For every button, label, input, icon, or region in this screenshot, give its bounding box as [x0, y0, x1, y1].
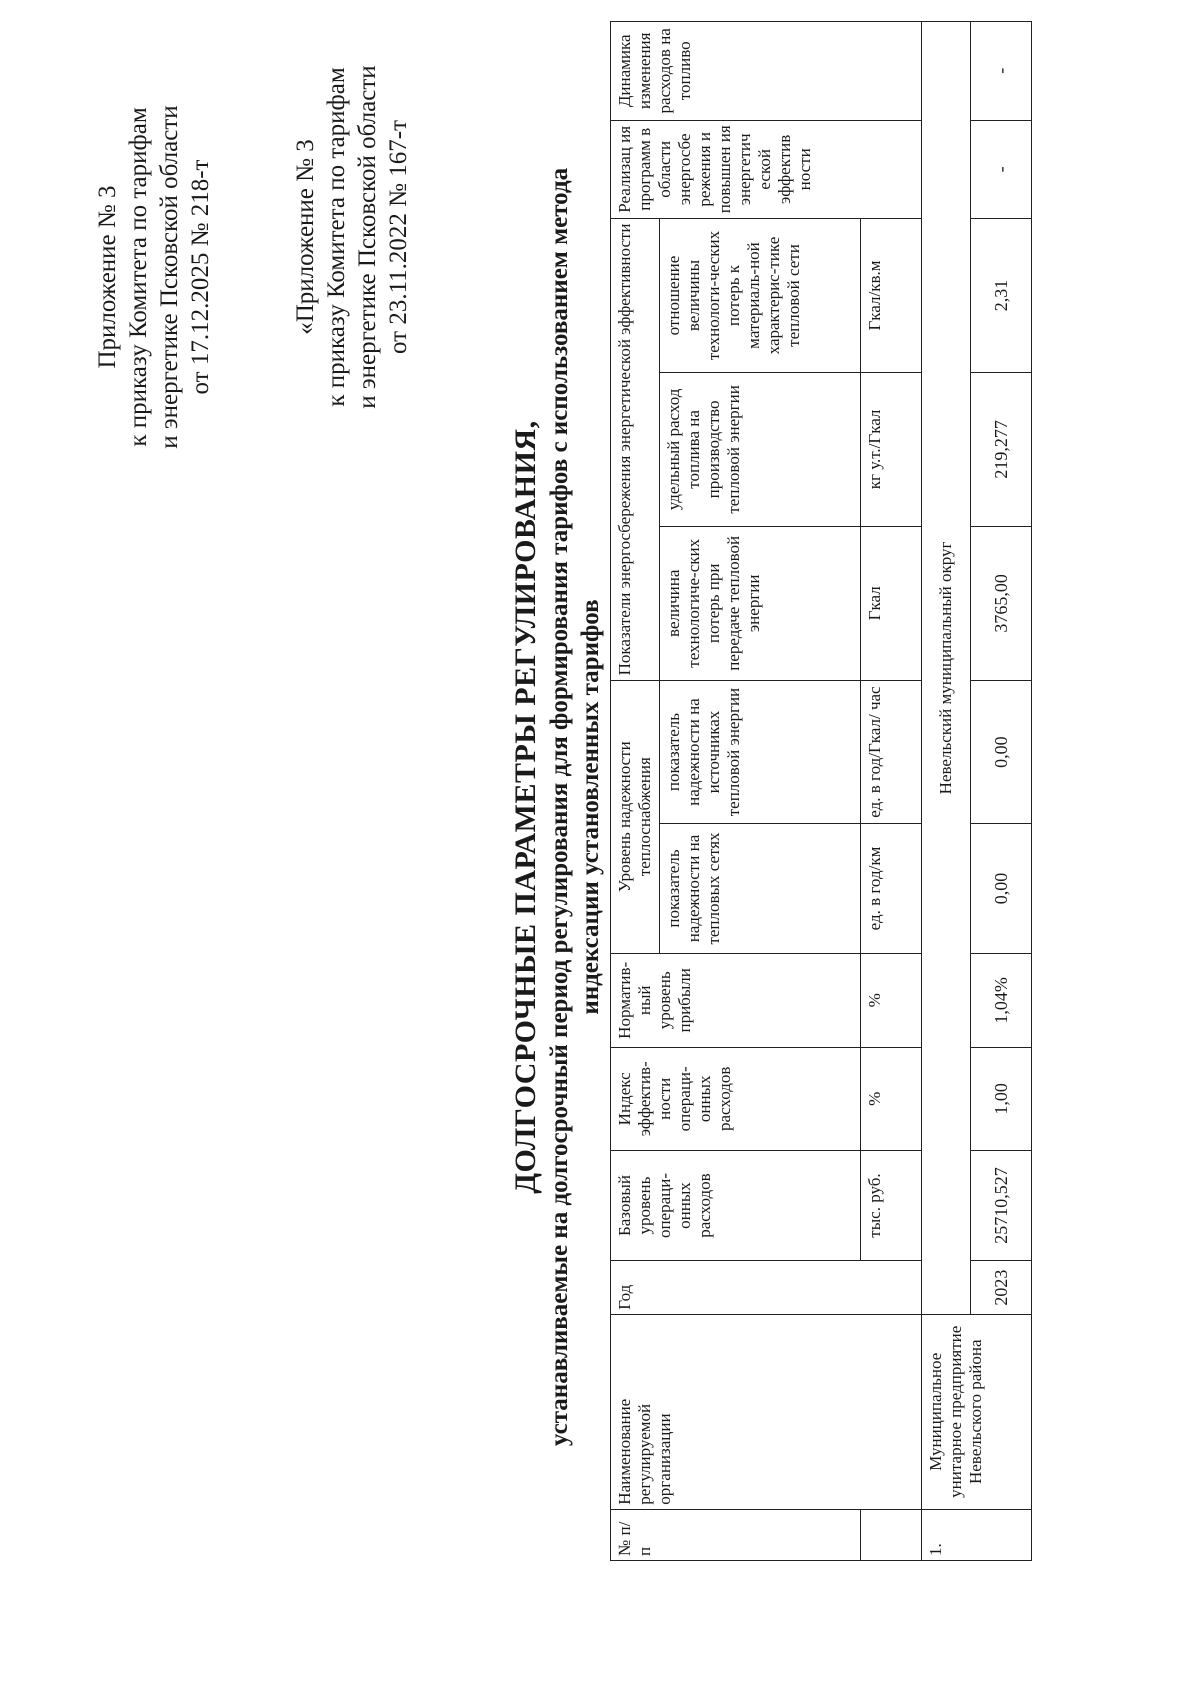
annex-current-header — [92, 67, 216, 487]
annex-original-line3: и энергетике Псковской области — [354, 65, 381, 409]
region-row — [922, 22, 971, 1561]
unit-efficiency-index: % — [861, 1048, 922, 1151]
regulation-parameters-table — [610, 21, 1032, 1561]
header-energy-saving-group: Показатели энергосбережения энергетической эффективности — [611, 219, 660, 681]
header-org: Наименование регулируемой организации — [611, 1314, 922, 1509]
header-reliability-sources: показатель надежности на источниках тепловой энергии — [660, 680, 861, 824]
annex-original-line2: к приказу Комитета по тарифам — [323, 67, 350, 407]
unit-reliability-sources: ед. в год/Гкал/ час — [861, 680, 922, 824]
cell-energy-programs: - — [971, 120, 1032, 218]
row-num: 1. — [922, 1509, 1032, 1560]
header-loss-ratio: отношение величины технологи-ческих потерь к материаль-ной характерис-тике тепловой сети — [660, 219, 861, 373]
annex-original-line4: от 23.11.2022 № 167-т — [385, 119, 412, 355]
document-title — [508, 107, 606, 1507]
annex-current-line3: и энергетике Псковской области — [156, 105, 183, 449]
header-num: № п/п — [611, 1509, 861, 1560]
cell-loss-ratio: 2,31 — [971, 219, 1032, 373]
cell-reliability-networks: 0,00 — [971, 824, 1032, 953]
unit-reliability-networks: ед. в год/км — [861, 824, 922, 953]
cell-normative-profit: 1,04% — [971, 953, 1032, 1047]
row-org-name: Муниципальное унитарное предприятие Невельского района — [922, 1314, 1032, 1509]
header-base-opex: Базовый уровень операци-онных расходов — [611, 1150, 861, 1261]
header-normative-profit: Норматив-ный уровень прибыли — [611, 953, 861, 1047]
cell-fuel-rate: 219,277 — [971, 372, 1032, 526]
annex-original-line1: «Приложение № 3 — [292, 139, 319, 335]
header-reliability-group: Уровень надежности теплоснабжения — [611, 680, 660, 953]
cell-year: 2023 — [971, 1261, 1032, 1314]
annex-original-header — [290, 27, 414, 447]
region-name: Невельский муниципальный округ — [922, 22, 971, 1315]
header-reliability-networks: показатель надежности на тепловых сетях — [660, 824, 861, 953]
unit-normative-profit: % — [861, 953, 922, 1047]
header-fuel-rate: удельный расход топлива на производство тепловой энергии — [660, 372, 861, 526]
unit-base-opex: тыс. руб. — [861, 1150, 922, 1261]
header-row-groups — [611, 22, 660, 1561]
unit-heat-losses: Гкал — [861, 526, 922, 680]
annex-current-line4: от 17.12.2025 № 218-т — [187, 159, 214, 395]
unit-loss-ratio: Гкал/кв.м — [861, 219, 922, 373]
header-heat-losses: величина технологиче-ских потерь при передаче тепловой энергии — [660, 526, 861, 680]
annex-current-line1: Приложение № 3 — [94, 185, 121, 369]
header-efficiency-index: Индекс эффектив-ности операци-онных расходов — [611, 1048, 861, 1151]
cell-base-opex: 25710,527 — [971, 1150, 1032, 1261]
header-fuel-dynamics: Динамика изменения расходов на топливо — [611, 22, 922, 121]
cell-fuel-dynamics: - — [971, 22, 1032, 121]
title-subtitle — [544, 107, 606, 1507]
header-energy-programs: Реализац ия программ в области энергосбе режения и повышен ия энергетич еской эффектив ности — [611, 120, 922, 218]
header-year: Год — [611, 1261, 922, 1314]
cell-efficiency-index: 1,00 — [971, 1048, 1032, 1151]
title-subtitle-line2: индексации установленных тарифов — [577, 599, 604, 1015]
annex-current-line2: к приказу Комитета по тарифам — [125, 107, 152, 447]
cell-reliability-sources: 0,00 — [971, 680, 1032, 824]
unit-fuel-rate: кг у.т./Гкал — [861, 372, 922, 526]
title-subtitle-line1: устанавливаемые на долгосрочный период регулирования для формирования тарифов с использованием метода — [546, 167, 573, 1447]
cell-heat-losses: 3765,00 — [971, 526, 1032, 680]
unit-num — [861, 1509, 922, 1560]
title-main: ДОЛГОСРОЧНЫЕ ПАРАМЕТРЫ РЕГУЛИРОВАНИЯ, — [509, 420, 542, 1194]
